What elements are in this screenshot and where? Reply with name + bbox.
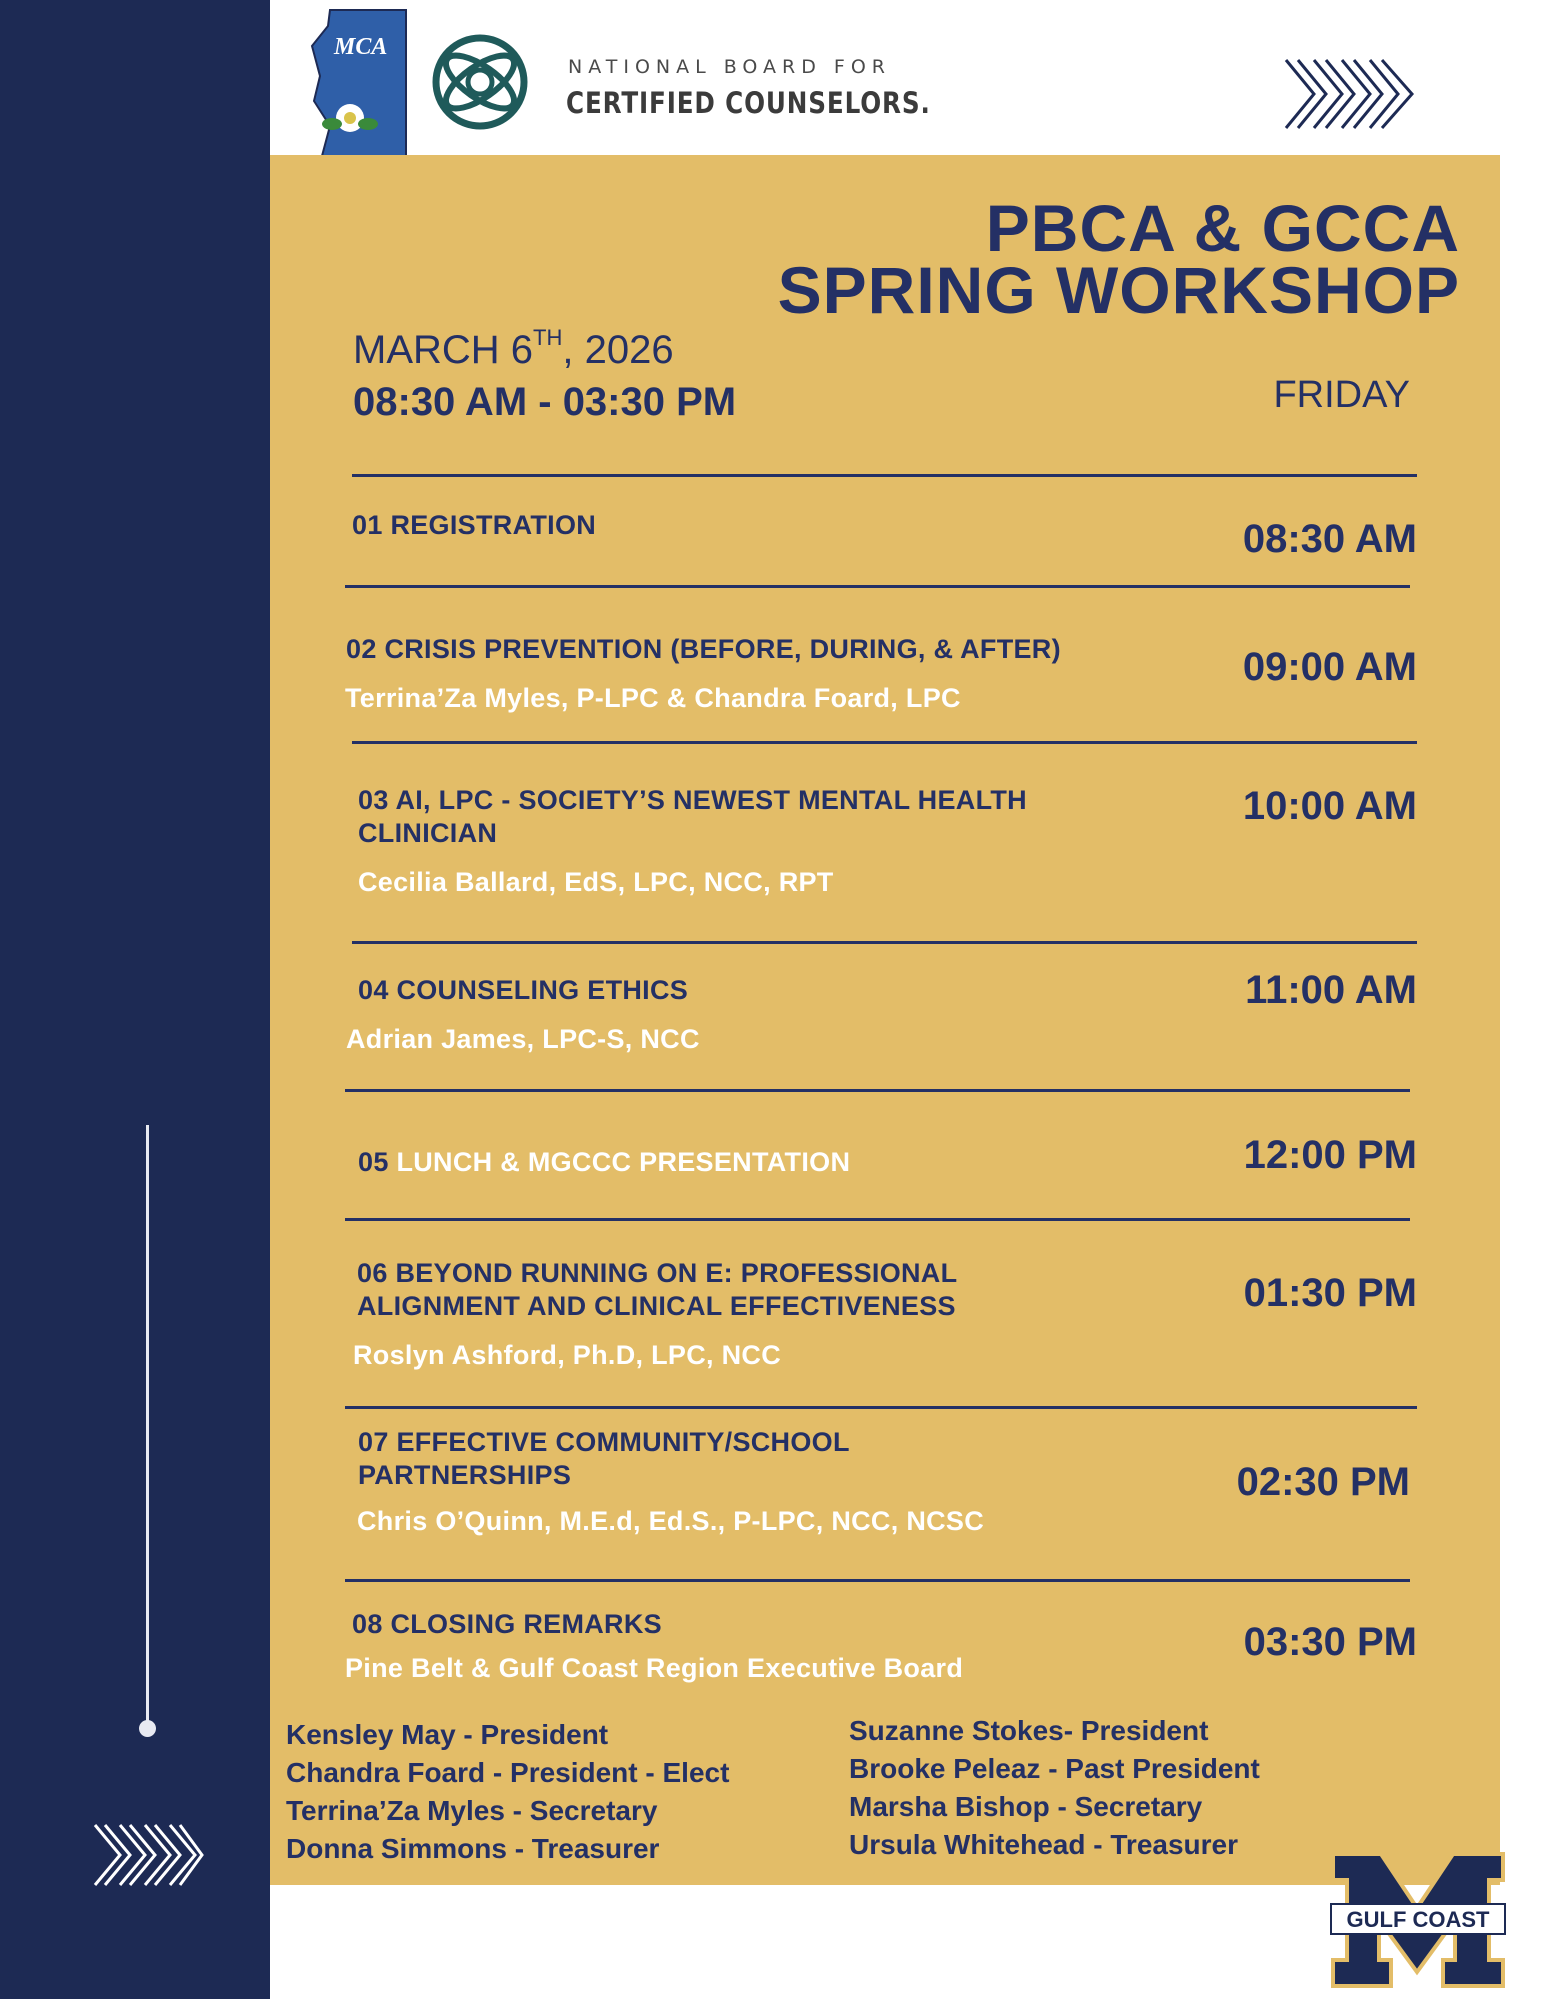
board-list-left [286, 1716, 729, 1868]
event-title-line2: SPRING WORKSHOP [777, 253, 1460, 327]
agenda-item-speaker: Adrian James, LPC-S, NCC [346, 1024, 700, 1054]
board-member: Ursula Whitehead - Treasurer [849, 1829, 1239, 1860]
divider [345, 1406, 1417, 1409]
divider [345, 585, 1410, 588]
agenda-item-number: 04 [358, 975, 389, 1005]
divider [352, 941, 1417, 944]
board-member: Marsha Bishop - Secretary [849, 1791, 1203, 1822]
divider [345, 1579, 1410, 1582]
mca-logo-text: MCA [334, 34, 388, 60]
divider [352, 741, 1417, 744]
agenda-item-number: 07 [358, 1427, 389, 1457]
sidebar-vertical-line [146, 1125, 149, 1725]
sidebar [0, 0, 270, 1999]
agenda-item-title: 04 COUNSELING ETHICS [358, 975, 689, 1005]
agenda-item-title: 06 BEYOND RUNNING ON E: PROFESSIONAL ALIGNMENT AND CLINICAL EFFECTIVENESS [357, 1258, 958, 1321]
agenda-item-speaker: Chris O’Quinn, M.E.d, Ed.S., P-LPC, NCC, NCSC [357, 1506, 985, 1536]
event-title-line1: PBCA & GCCA [985, 191, 1460, 265]
agenda-item-number: 03 [358, 785, 389, 815]
agenda-item-time: 12:00 PM [1243, 1133, 1417, 1177]
header-chevrons-icon [1280, 54, 1420, 134]
event-date-prefix: MARCH 6 [353, 328, 534, 372]
board-member: Brooke Peleaz - Past President [849, 1753, 1260, 1784]
sidebar-chevrons-icon [90, 1820, 205, 1890]
divider [345, 1089, 1410, 1092]
event-time-range: 08:30 AM - 03:30 PM [353, 380, 737, 424]
agenda-item-time: 02:30 PM [1236, 1460, 1410, 1504]
event-date [353, 325, 674, 373]
event-date-year: , 2026 [562, 328, 674, 372]
nbcc-logo-top-text: NATIONAL BOARD FOR [568, 56, 892, 78]
agenda-heading [58, 150, 238, 1090]
board-member: Suzanne Stokes- President [849, 1715, 1209, 1746]
nbcc-logo-bottom-text: CERTIFIED COUNSELORS. [566, 86, 931, 120]
agenda-item-number: 01 [352, 510, 383, 540]
agenda-item-title: 07 EFFECTIVE COMMUNITY/SCHOOL PARTNERSHIPS [358, 1427, 850, 1490]
board-list-right [849, 1712, 1260, 1864]
agenda-item-time: 08:30 AM [1242, 517, 1417, 561]
agenda-item-number: 02 [346, 634, 377, 664]
agenda-item-time: 03:30 PM [1243, 1620, 1417, 1664]
agenda-item-title: 03 AI, LPC - SOCIETY’S NEWEST MENTAL HEALTH CLINICIAN [358, 785, 1027, 848]
board-member: Chandra Foard - President - Elect [286, 1757, 730, 1788]
agenda-item-number: 06 [357, 1258, 388, 1288]
agenda-item-time: 11:00 AM [1245, 968, 1417, 1012]
board-member: Kensley May - President [286, 1719, 609, 1750]
nbcc-globe-icon [430, 28, 530, 138]
header-logos [300, 0, 1545, 160]
gulf-coast-logo [1325, 1850, 1510, 1990]
agenda-item-number: 05 [358, 1147, 389, 1177]
agenda-item-title: 08 CLOSING REMARKS [352, 1609, 662, 1639]
divider [345, 1218, 1410, 1221]
agenda-item-time: 01:30 PM [1243, 1271, 1417, 1315]
gulf-coast-logo-text: GULF COAST [1346, 1907, 1490, 1932]
agenda-item-speaker: Roslyn Ashford, Ph.D, LPC, NCC [353, 1340, 782, 1370]
agenda-heading-svg [58, 150, 238, 1090]
agenda-item-time: 09:00 AM [1242, 645, 1417, 689]
agenda-item-title: 05 LUNCH & MGCCC PRESENTATION [358, 1147, 851, 1177]
agenda-item-time: 10:00 AM [1242, 784, 1417, 828]
board-member: Donna Simmons - Treasurer [286, 1833, 660, 1864]
mca-logo [308, 6, 418, 166]
agenda-item-number: 08 [352, 1609, 383, 1639]
sidebar-line-dot [139, 1720, 156, 1737]
agenda-item-title: 02 CRISIS PREVENTION (BEFORE, DURING, & AFTER) [346, 634, 1061, 664]
agenda-item-speaker: Cecilia Ballard, EdS, LPC, NCC, RPT [358, 867, 834, 897]
agenda-item-title: 01 REGISTRATION [352, 510, 597, 540]
agenda-item-speaker: Pine Belt & Gulf Coast Region Executive Board [345, 1653, 964, 1683]
board-member: Terrina’Za Myles - Secretary [286, 1795, 658, 1826]
event-day: FRIDAY [1273, 374, 1410, 416]
divider [352, 474, 1417, 477]
event-date-suffix: TH [533, 325, 563, 350]
agenda-item-speaker: Terrina’Za Myles, P-LPC & Chandra Foard, LPC [345, 683, 961, 713]
